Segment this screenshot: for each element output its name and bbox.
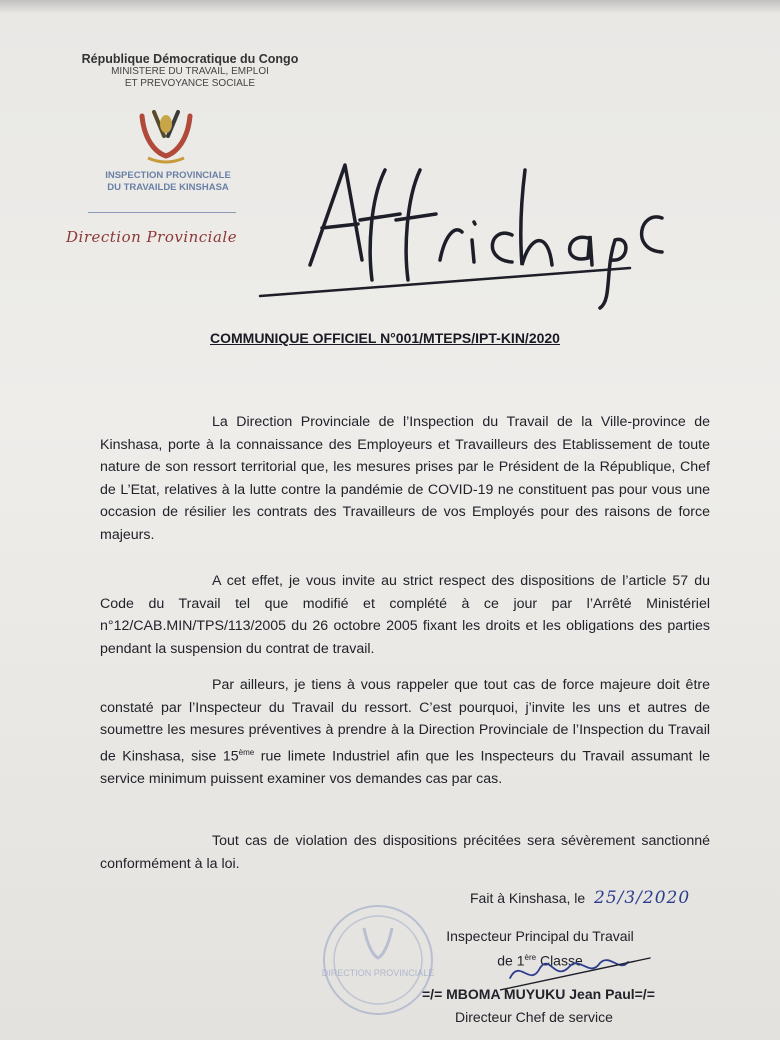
position-line-1: Inspecteur Principal du Travail	[446, 928, 634, 944]
coat-of-arms-emblem-icon	[134, 108, 198, 164]
paragraph-4: Tout cas de violation des dispositions précitées sera sévèrement sanctionné conformément à la loi.	[100, 833, 710, 872]
position-sup: ère	[524, 953, 537, 962]
place-line: Fait à Kinshasa, le	[470, 890, 586, 906]
ministry-line-2: ET PREVOYANCE SOCIALE	[124, 78, 256, 89]
paragraph-1: La Direction Provinciale de l’Inspection du Travail de la Ville-province de Kinshasa, porte à la connaissance des Employeurs et Travailleurs des Etablissement de toute nature de son ressort territorial que, les mesures prises par le Président de la République, Chef de L’Etat, relatives à la lutte contre la pandémie de COVID-19 ne constituent pas pour vous une occasion de résilier les contrats des Travailleurs de vos Employés pour des raisons de force majeurs.	[100, 414, 710, 543]
top-shadow	[0, 0, 780, 14]
inspection-underline	[88, 212, 236, 213]
communique-title: COMMUNIQUE OFFICIEL N°001/MTEPS/IPT-KIN/2020	[210, 330, 560, 346]
paragraph-3: Par ailleurs, je tiens à vous rappeler que tout cas de force majeure doit être constaté par l’Inspecteur du Travail du ressort. C’est pourquoi, j’invite les uns et autres de soumettre les mesures préventives à prendre à la Direction Provinciale de l’Inspection du Travail de Kinshasa, sise 15ème rue limete Industriel afin que les Inspecteurs du Travail assumant le service minimum puissent examiner vos demandes cas par cas.	[100, 677, 710, 787]
handwritten-date: 25/3/2020	[594, 888, 691, 908]
signatory-name: =/= MBOMA MUYUKU Jean Paul=/=	[422, 986, 655, 1002]
direction-provinciale-label: Direction Provinciale	[66, 228, 238, 246]
inspection-line-2: DU TRAVAILDE KINSHASA	[107, 182, 229, 193]
stamp-text: DIRECTION PROVINCIALE	[321, 968, 435, 978]
signatory-role: Directeur Chef de service	[455, 1009, 613, 1025]
paragraph-2: A cet effet, je vous invite au strict respect des dispositions de l’article 57 du Code du Travail tel que modifié et complété à ce jour par l’Arrêté Ministériel n°12/CAB.MIN/TPS/113/2005 du 26 octobre 2005 fixant les droits et les obligations des parties pendant la suspension du contrat de travail.	[100, 573, 710, 657]
inspection-heading	[88, 170, 248, 194]
position-de: de 1	[497, 952, 525, 969]
superscript-eme: ème	[238, 747, 255, 757]
handwritten-affichage-note	[250, 140, 670, 310]
ministry-line-1: MINISTERE DU TRAVAIL, EMPLOI	[111, 66, 269, 77]
republic-name: République Démocratique du Congo	[81, 52, 299, 66]
inspection-line-1: INSPECTION PROVINCIALE	[105, 170, 231, 181]
letterhead	[60, 52, 320, 90]
position-classe: Classe	[539, 952, 583, 969]
